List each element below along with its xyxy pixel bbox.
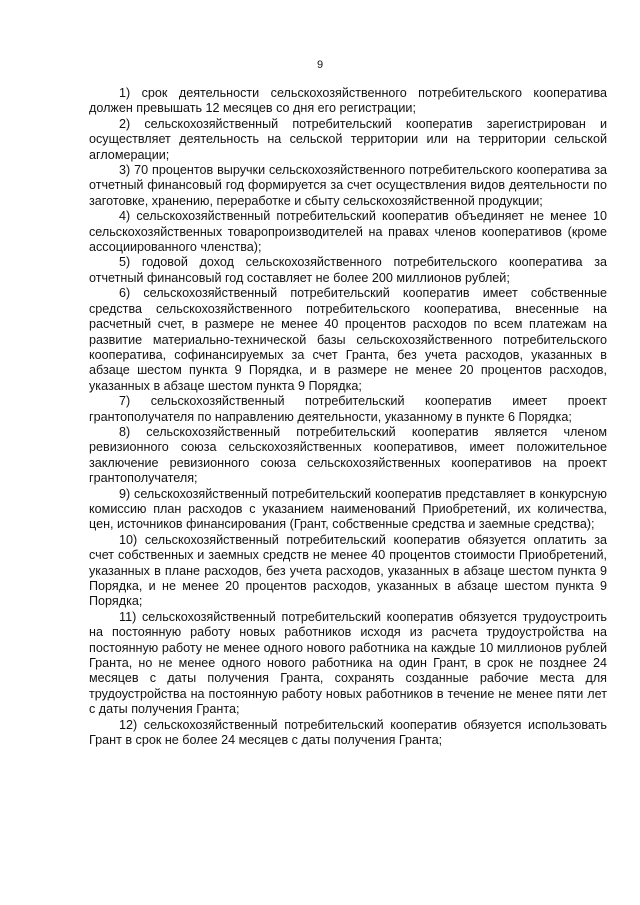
list-item-1: 1) срок деятельности сельскохозяйственного потребительского кооператива должен превышать 12 месяцев со дня его регистрации;	[89, 86, 607, 116]
list-item-12: 12) сельскохозяйственный потребительский кооператив обязуется использовать Грант в срок не более 24 месяцев с даты получения Гранта;	[89, 717, 607, 748]
list-item-5: 5) годовой доход сельскохозяйственного потребительского кооператива за отчетный финансовый год составляет не более 200 миллионов рублей;	[89, 255, 607, 285]
document-body	[89, 86, 607, 748]
list-item-4: 4) сельскохозяйственный потребительский кооператив объединяет не менее 10 сельскохозяйственных товаропроизводителей на правах членов кооперативов (кроме ассоциированного членства);	[89, 209, 607, 255]
list-item-8: 8) сельскохозяйственный потребительский кооператив является членом ревизионного союза сельскохозяйственных кооперативов, имеет положительное заключение ревизионного союза сельскохозяйственных кооперативов на проект грантополучателя;	[89, 424, 607, 486]
list-item-3: 3) 70 процентов выручки сельскохозяйственного потребительского кооператива за отчетный финансовый год формируется за счет осуществления видов деятельности по заготовке, хранению, переработке и сбыту сельскохозяйственной продукции;	[89, 163, 607, 208]
list-item-10: 10) сельскохозяйственный потребительский кооператив обязуется оплатить за счет собственных и заемных средств не менее 40 процентов стоимости Приобретений, указанных в плане расходов, без учета расходов, указанных в абзаце шестом пункта 9 Порядка, и не менее 20 процентов расходов, указанных в абзаце шестом пункта 9 Порядка;	[89, 532, 607, 609]
page-number: 9	[316, 59, 324, 71]
list-item-2: 2) сельскохозяйственный потребительский кооператив зарегистрирован и осуществляет деятельность на сельской территории или на территории сельской агломерации;	[89, 116, 607, 162]
list-item-9: 9) сельскохозяйственный потребительский кооператив представляет в конкурсную комиссию план расходов с указанием наименований Приобретений, их количества, цен, источников финансирования (Грант, собственные средства и заемные средства);	[89, 486, 607, 532]
list-item-11: 11) сельскохозяйственный потребительский кооператив обязуется трудоустроить на постоянную работу новых работников исходя из расчета трудоустройства на постоянную работу не менее одного нового работника на каждые 10 миллионов рублей Гранта, но не менее одного нового работника на один Грант, в срок не позднее 24 месяцев с даты получения Гранта, сохранять созданные рабочие места для трудоустройства на постоянную работу новых работников в течение не менее пяти лет с даты получения Гранта;	[89, 609, 607, 717]
list-item-7: 7) сельскохозяйственный потребительский кооператив имеет проект грантополучателя по направлению деятельности, указанному в пункте 6 Порядка;	[89, 394, 607, 424]
list-item-6: 6) сельскохозяйственный потребительский кооператив имеет собственные средства сельскохозяйственного потребительского кооператива, внесенные на расчетный счет, в размере не менее 40 процентов расходов по всем платежам на развитие материально-технической базы сельскохозяйственного потребительского кооператива, софинансируемых за счет Гранта, без учета расходов, указанных в абзаце шестом пункта 9 Порядка, и в размере не менее 20 процентов расходов, указанных в абзаце шестом пункта 9 Порядка;	[89, 286, 607, 393]
